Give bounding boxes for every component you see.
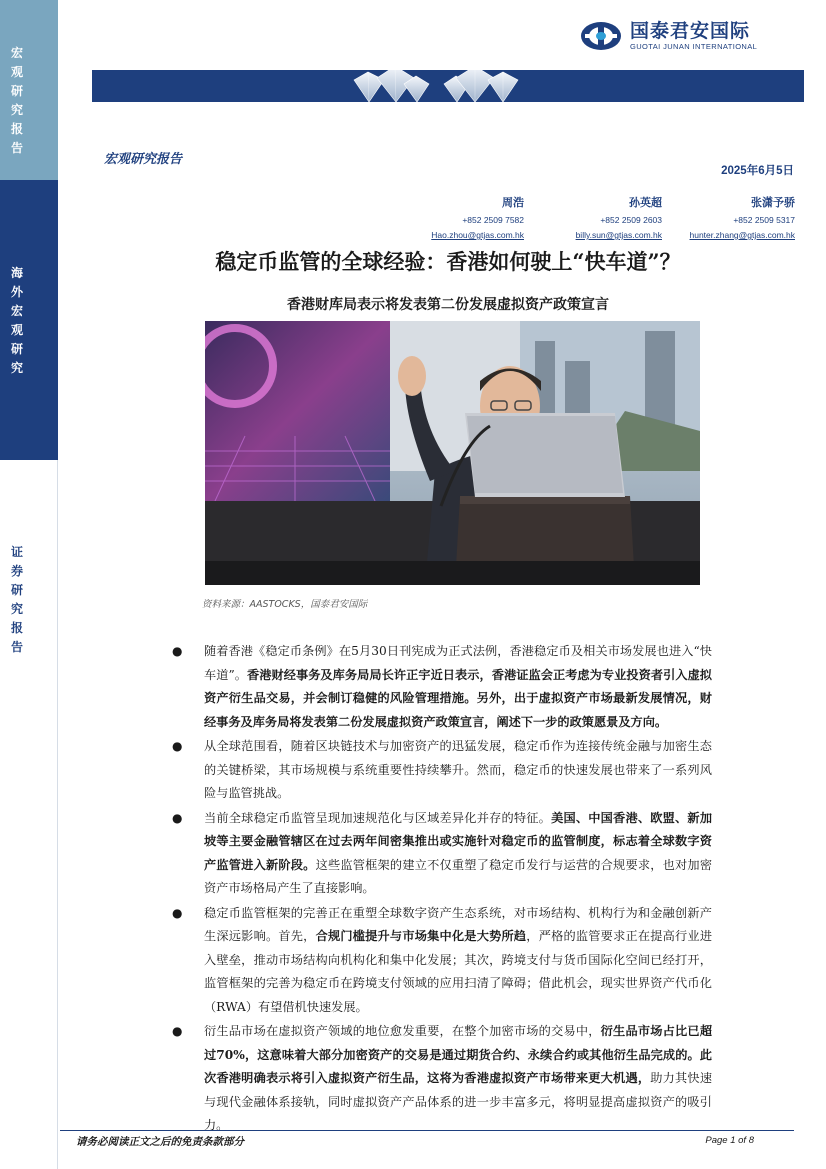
company-logo bbox=[580, 20, 757, 51]
author-phone: +852 2509 2603 bbox=[600, 215, 662, 225]
logo-chinese-name: 国泰君安国际 bbox=[630, 20, 751, 42]
author-phone: +852 2509 5317 bbox=[733, 215, 795, 225]
bullet-text-bold: 香港财经事务及库务局局长许正宇近日表示，香港证监会正考虑为专业投资者引入虚拟资产衍生品交易，并会制订稳健的风险管理措施。另外，出于虚拟资产市场最新发展情况，财经事务及库务局将发表第二份发展虚拟资产政策宣言，阐述下一步的政策愿景及方向。 bbox=[204, 667, 712, 729]
author-email-link[interactable]: Hao.zhou@gtjas.com.hk bbox=[431, 230, 524, 240]
report-title: 稳定币监管的全球经验：香港如何驶上“快车道”？ bbox=[215, 249, 681, 274]
summary-bullets bbox=[168, 640, 712, 1139]
sidebar-label-bottom: 证券研究报告 bbox=[10, 545, 23, 654]
author-phone: +852 2509 7582 bbox=[462, 215, 524, 225]
bullet-text: 衍生品市场在虚拟资产领域的地位愈发重要，在整个加密市场的交易中， bbox=[204, 1024, 601, 1038]
bullet-item bbox=[168, 1020, 712, 1138]
author-block bbox=[635, 196, 795, 240]
bullet-text: 助力其快速与现代金融体系接轨，同时虚拟资产产品体系的进一步丰富多元，将明显提高虚拟资产的吸引力。 bbox=[204, 1071, 713, 1132]
bullet-item bbox=[168, 807, 712, 901]
bullet-dot-icon: ● bbox=[172, 905, 183, 920]
bullet-dot-icon: ● bbox=[172, 1024, 183, 1038]
bullet-dot-icon: ● bbox=[172, 644, 183, 658]
bullet-text: 这些监管框架的建立不仅重塑了稳定币发行与运营的合规要求，也对加密资产市场格局产生了直接影响。 bbox=[204, 857, 713, 895]
speaker-photo bbox=[205, 321, 700, 585]
footer-divider bbox=[60, 1130, 794, 1131]
sidebar-label-middle: 海外宏观研究 bbox=[10, 266, 23, 375]
bullet-dot-icon: ● bbox=[172, 739, 183, 753]
bullet-item bbox=[168, 902, 712, 1020]
bullet-item bbox=[168, 640, 712, 734]
author-block bbox=[364, 196, 524, 240]
bullet-dot-icon: ● bbox=[172, 810, 183, 825]
author-name: 张潇予骄 bbox=[751, 196, 795, 209]
author-name: 孙英超 bbox=[629, 196, 662, 209]
logo-english-name: GUOTAI JUNAN INTERNATIONAL bbox=[630, 42, 758, 51]
report-date: 2025年6月5日 bbox=[721, 165, 794, 177]
sidebar-label-top: 宏观研究报告 bbox=[10, 46, 23, 155]
page-number: Page 1 of 8 bbox=[705, 1135, 754, 1146]
report-subtitle: 香港财库局表示将发表第二份发展虚拟资产政策宣言 bbox=[287, 297, 609, 313]
logo-mark-icon bbox=[580, 21, 622, 51]
author-name: 周浩 bbox=[502, 196, 524, 209]
bullet-item bbox=[168, 735, 712, 806]
bullet-text: ，严格的监管要求正在提高行业进入壁垒，推动市场结构向机构化和集中化发展；其次，跨境支付与货币国际化空间已经打开，监管框架的完善为稳定币在跨境支付领域的应用扫清了障碍；借此机会，现实世界资产代币化（RWA）有望借机快速发展。 bbox=[204, 929, 713, 1014]
bullet-text-bold: 合规门槛提升与市场集中化是大势所趋 bbox=[315, 929, 527, 943]
bullet-text-bold: 衍生品市场占比已超过70%，这意味着大部分加密资产的交易是通过期货合约、永续合约或其他衍生品完成的。此次香港明确表示将引入虚拟资产衍生品，这将为香港虚拟资产市场带来更大机遇， bbox=[204, 1024, 713, 1085]
author-email-link[interactable]: hunter.zhang@gtjas.com.hk bbox=[689, 230, 795, 240]
report-type-label: 宏观研究报告 bbox=[104, 152, 183, 167]
bullet-text: 从全球范围看，随着区块链技术与加密资产的迅猛发展，稳定币作为连接传统金融与加密生态的关键桥梁，其市场规模与系统重要性持续攀升。然而，稳定币的快速发展也带来了一系列风险与监管挑战。 bbox=[204, 739, 712, 800]
bullet-text: 稳定币监管框架的完善正在重塑全球数字资产生态系统，对市场结构、机构行为和金融创新产生深远影响。首先， bbox=[204, 905, 712, 943]
bullet-text: 当前全球稳定币监管呈现加速规范化与区域差异化并存的特征。 bbox=[204, 810, 552, 825]
disclaimer-notice: 请务必阅读正文之后的免责条款部分 bbox=[76, 1136, 244, 1148]
author-email-link[interactable]: billy.sun@gtjas.com.hk bbox=[575, 230, 662, 240]
bullet-text-bold: 美国、中国香港、欧盟、新加坡等主要金融管辖区在过去两年间密集推出或实施针对稳定币的监管制度，标志着全球数字资产监管进入新阶段。 bbox=[204, 810, 713, 872]
image-source-caption: 资料来源：AASTOCKS，国泰君安国际 bbox=[202, 599, 368, 610]
header-banner bbox=[92, 70, 804, 102]
bullet-text: 随着香港《稳定币条例》在5月30日刊宪成为正式法例，香港稳定币及相关市场发展也进入“快车道”。 bbox=[204, 644, 712, 682]
